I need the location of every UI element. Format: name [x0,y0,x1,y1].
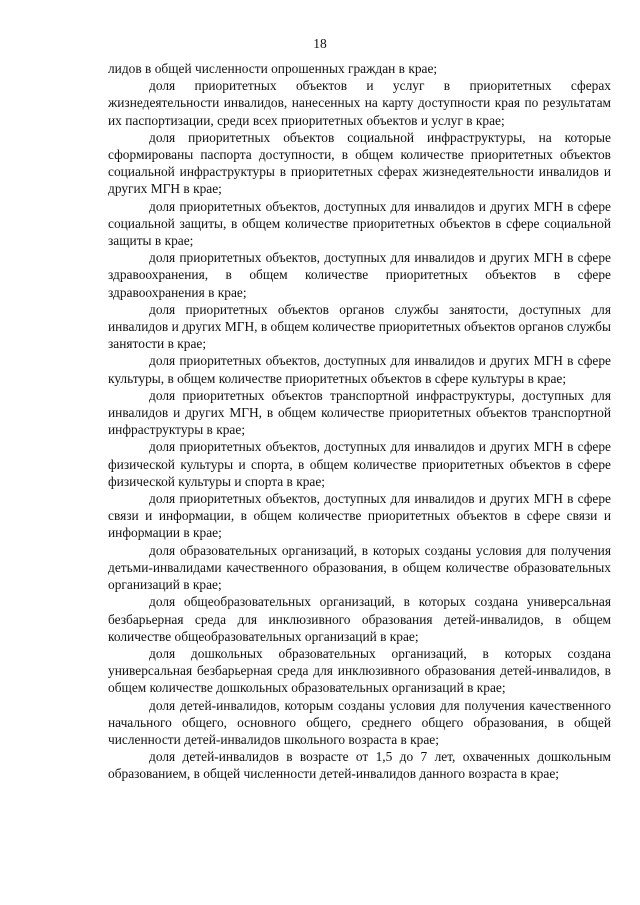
paragraph-4: доля приоритетных объектов, доступных для инвалидов и других МГН в сфере социальной защиты, в общем количестве приоритетных объектов в сфере социальной защиты в крае; [108,198,611,249]
paragraph-6: доля приоритетных объектов органов службы занятости, доступных для инвалидов и других МГН, в общем количестве приоритетных объектов органов службы занятости в крае; [108,301,611,352]
paragraph-2: доля приоритетных объектов и услуг в приоритетных сферах жизнедеятельности инвалидов, нанесенных на карту доступности края по результатам их паспортизации, среди всех приоритетных объектов и услуг в крае; [108,78,611,128]
paragraph-1: лидов в общей численности опрошенных граждан в крае; [108,61,438,76]
paragraph-7: доля приоритетных объектов, доступных для инвалидов и других МГН в сфере культуры, в общем количестве приоритетных объектов в сфере культуры в крае; [108,353,611,386]
paragraph-10: доля приоритетных объектов, доступных для инвалидов и других МГН в сфере связи и информации, в общем количестве приоритетных объектов в сфере связи и информации в крае; [108,491,611,541]
paragraph-3: доля приоритетных объектов социальной инфраструктуры, на которые сформированы паспорта доступности, в общем количестве приоритетных объектов социальной инфраструктуры в приоритетных сферах жизнедеятельности инвалидов и других МГН в крае; [108,129,611,197]
paragraph-8: доля приоритетных объектов транспортной инфраструктуры, доступных для инвалидов и других МГН, в общем количестве приоритетных объектов транспортной инфраструктуры в крае; [108,387,611,438]
document-body [108,60,611,783]
paragraph-11: доля образовательных организаций, в которых созданы условия для получения детьми-инвалидами качественного образования, в общем количестве образовательных организаций в крае; [108,542,611,593]
paragraph-13: доля дошкольных образовательных организаций, в которых создана универсальная безбарьерная среда для инклюзивного образования детей-инвалидов, в общем количестве дошкольных образовательных организаций в крае; [108,645,611,696]
paragraph-9: доля приоритетных объектов, доступных для инвалидов и других МГН в сфере физической культуры и спорта, в общем количестве приоритетных объектов в сфере физической культуры и спорта в крае; [108,439,611,489]
page-number: 18 [313,36,327,51]
paragraph-15: доля детей-инвалидов в возрасте от 1,5 до 7 лет, охваченных дошкольным образованием, в общей численности детей-инвалидов данного возраста в крае; [108,749,611,782]
paragraph-14: доля детей-инвалидов, которым созданы условия для получения качественного начального общего, основного общего, среднего общего образования, в общей численности детей-инвалидов школьного возраста в крае; [108,697,611,747]
paragraph-5: доля приоритетных объектов, доступных для инвалидов и других МГН в сфере здравоохранения, в общем количестве приоритетных объектов в сфере здравоохранения в крае; [108,250,611,300]
paragraph-12: доля общеобразовательных организаций, в которых создана универсальная безбарьерная среда для инклюзивного образования детей-инвалидов, в общем количестве общеобразовательных организаций в крае; [108,594,611,644]
